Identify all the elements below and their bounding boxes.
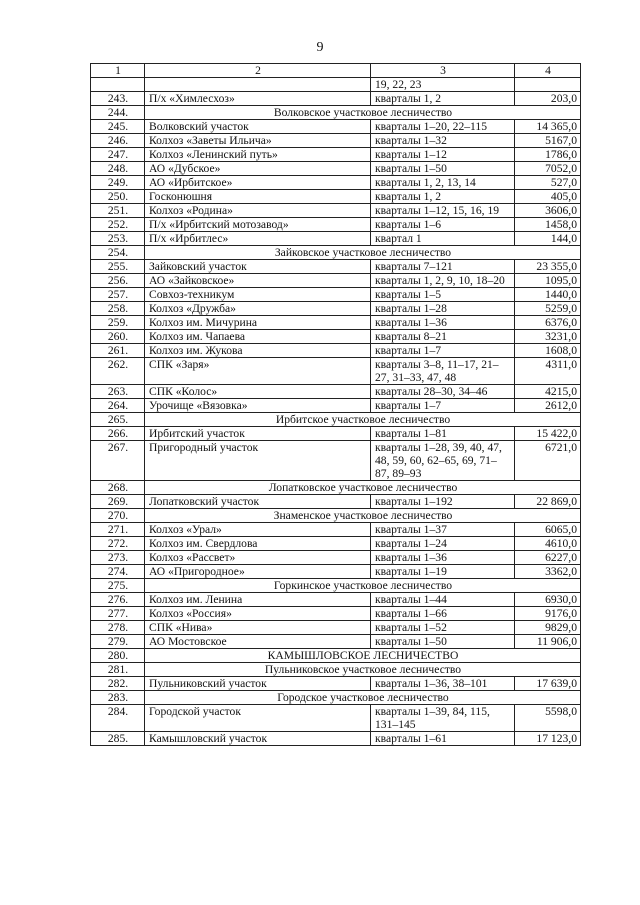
holder-name: Урочище «Вязовка» bbox=[145, 399, 371, 413]
quarters: кварталы 1, 2, 9, 10, 18–20 bbox=[371, 274, 515, 288]
quarters: 19, 22, 23 bbox=[371, 78, 515, 92]
row-number: 278. bbox=[91, 621, 145, 635]
table-row bbox=[91, 607, 581, 621]
row-number: 262. bbox=[91, 358, 145, 385]
row-number: 264. bbox=[91, 399, 145, 413]
section-title: Зайковское участковое лесничество bbox=[145, 246, 581, 260]
section-title: Городское участковое лесничество bbox=[145, 691, 581, 705]
table-row bbox=[91, 302, 581, 316]
table-row bbox=[91, 358, 581, 385]
row-number: 248. bbox=[91, 162, 145, 176]
quarters: кварталы 1–28 bbox=[371, 302, 515, 316]
area-value: 5598,0 bbox=[515, 705, 581, 732]
area-value: 4610,0 bbox=[515, 537, 581, 551]
row-number: 261. bbox=[91, 344, 145, 358]
holder-name: Пульниковский участок bbox=[145, 677, 371, 691]
row-number: 266. bbox=[91, 427, 145, 441]
table-row bbox=[91, 260, 581, 274]
section-row bbox=[91, 106, 581, 120]
table-row bbox=[91, 134, 581, 148]
section-row bbox=[91, 691, 581, 705]
holder-name: Городской участок bbox=[145, 705, 371, 732]
table-row bbox=[91, 218, 581, 232]
area-value: 6930,0 bbox=[515, 593, 581, 607]
holder-name: Колхоз им. Мичурина bbox=[145, 316, 371, 330]
row-number: 243. bbox=[91, 92, 145, 106]
area-value: 17 123,0 bbox=[515, 732, 581, 746]
area-value: 1440,0 bbox=[515, 288, 581, 302]
holder-name: Ирбитский участок bbox=[145, 427, 371, 441]
area-value: 3362,0 bbox=[515, 565, 581, 579]
holder-name: Колхоз им. Чапаева bbox=[145, 330, 371, 344]
area-value: 6721,0 bbox=[515, 441, 581, 481]
row-number: 274. bbox=[91, 565, 145, 579]
row-number bbox=[91, 78, 145, 92]
holder-name: П/х «Химлесхоз» bbox=[145, 92, 371, 106]
holder-name: АО «Зайковское» bbox=[145, 274, 371, 288]
area-value: 1786,0 bbox=[515, 148, 581, 162]
table-row bbox=[91, 441, 581, 481]
table-row bbox=[91, 176, 581, 190]
quarters: квартал 1 bbox=[371, 232, 515, 246]
area-value: 6376,0 bbox=[515, 316, 581, 330]
holder-name: Пригородный участок bbox=[145, 441, 371, 481]
area-value: 2612,0 bbox=[515, 399, 581, 413]
table-row bbox=[91, 621, 581, 635]
row-number: 251. bbox=[91, 204, 145, 218]
row-number: 245. bbox=[91, 120, 145, 134]
table-row bbox=[91, 427, 581, 441]
quarters: кварталы 1–28, 39, 40, 47, 48, 59, 60, 62–65, 69, 71–87, 89–93 bbox=[371, 441, 515, 481]
quarters: кварталы 1–66 bbox=[371, 607, 515, 621]
holder-name: СПК «Колос» bbox=[145, 385, 371, 399]
row-number: 255. bbox=[91, 260, 145, 274]
section-row bbox=[91, 663, 581, 677]
quarters: кварталы 8–21 bbox=[371, 330, 515, 344]
row-number: 273. bbox=[91, 551, 145, 565]
holder-name bbox=[145, 78, 371, 92]
quarters: кварталы 3–8, 11–17, 21–27, 31–33, 47, 48 bbox=[371, 358, 515, 385]
row-number: 270. bbox=[91, 509, 145, 523]
row-number: 271. bbox=[91, 523, 145, 537]
quarters: кварталы 1–7 bbox=[371, 399, 515, 413]
row-number: 247. bbox=[91, 148, 145, 162]
holder-name: АО «Дубское» bbox=[145, 162, 371, 176]
table-row bbox=[91, 344, 581, 358]
row-number: 279. bbox=[91, 635, 145, 649]
table-row bbox=[91, 705, 581, 732]
table-row bbox=[91, 316, 581, 330]
area-value: 23 355,0 bbox=[515, 260, 581, 274]
table-row bbox=[91, 78, 581, 92]
area-value: 1608,0 bbox=[515, 344, 581, 358]
area-value: 14 365,0 bbox=[515, 120, 581, 134]
table-row bbox=[91, 537, 581, 551]
table-row bbox=[91, 732, 581, 746]
quarters: кварталы 1–36, 38–101 bbox=[371, 677, 515, 691]
area-value: 9176,0 bbox=[515, 607, 581, 621]
row-number: 250. bbox=[91, 190, 145, 204]
table-row bbox=[91, 204, 581, 218]
holder-name: Колхоз «Дружба» bbox=[145, 302, 371, 316]
page-number: 9 bbox=[316, 40, 324, 55]
quarters: кварталы 1–36 bbox=[371, 316, 515, 330]
quarters: кварталы 1–5 bbox=[371, 288, 515, 302]
row-number: 268. bbox=[91, 481, 145, 495]
quarters: кварталы 1–19 bbox=[371, 565, 515, 579]
area-value: 1458,0 bbox=[515, 218, 581, 232]
quarters: кварталы 1–192 bbox=[371, 495, 515, 509]
holder-name: Колхоз им. Жукова bbox=[145, 344, 371, 358]
holder-name: П/х «Ирбитский мотозавод» bbox=[145, 218, 371, 232]
holder-name: АО «Ирбитское» bbox=[145, 176, 371, 190]
table-row bbox=[91, 399, 581, 413]
row-number: 281. bbox=[91, 663, 145, 677]
holder-name: Совхоз-техникум bbox=[145, 288, 371, 302]
quarters: кварталы 7–121 bbox=[371, 260, 515, 274]
quarters: кварталы 1–52 bbox=[371, 621, 515, 635]
row-number: 282. bbox=[91, 677, 145, 691]
quarters: кварталы 1–32 bbox=[371, 134, 515, 148]
column-header: 4 bbox=[515, 64, 581, 78]
area-value: 22 869,0 bbox=[515, 495, 581, 509]
table-row bbox=[91, 551, 581, 565]
row-number: 260. bbox=[91, 330, 145, 344]
row-number: 254. bbox=[91, 246, 145, 260]
area-value: 405,0 bbox=[515, 190, 581, 204]
table-row bbox=[91, 162, 581, 176]
table-row bbox=[91, 635, 581, 649]
table-row bbox=[91, 523, 581, 537]
row-number: 259. bbox=[91, 316, 145, 330]
row-number: 246. bbox=[91, 134, 145, 148]
quarters: кварталы 1, 2 bbox=[371, 92, 515, 106]
holder-name: Колхоз «Россия» bbox=[145, 607, 371, 621]
table-row bbox=[91, 288, 581, 302]
quarters: кварталы 1, 2, 13, 14 bbox=[371, 176, 515, 190]
row-number: 249. bbox=[91, 176, 145, 190]
quarters: кварталы 1–44 bbox=[371, 593, 515, 607]
section-row bbox=[91, 509, 581, 523]
holder-name: Колхоз «Родина» bbox=[145, 204, 371, 218]
table-row bbox=[91, 593, 581, 607]
header-row bbox=[91, 64, 581, 78]
row-number: 269. bbox=[91, 495, 145, 509]
area-value: 6227,0 bbox=[515, 551, 581, 565]
table-row bbox=[91, 274, 581, 288]
area-value: 1095,0 bbox=[515, 274, 581, 288]
quarters: кварталы 1–81 bbox=[371, 427, 515, 441]
quarters: кварталы 1–6 bbox=[371, 218, 515, 232]
quarters: кварталы 1–61 bbox=[371, 732, 515, 746]
table-row bbox=[91, 330, 581, 344]
holder-name: СПК «Заря» bbox=[145, 358, 371, 385]
area-value: 15 422,0 bbox=[515, 427, 581, 441]
area-value: 4215,0 bbox=[515, 385, 581, 399]
area-value: 11 906,0 bbox=[515, 635, 581, 649]
table-row bbox=[91, 495, 581, 509]
area-value: 9829,0 bbox=[515, 621, 581, 635]
row-number: 256. bbox=[91, 274, 145, 288]
holder-name: Камышловский участок bbox=[145, 732, 371, 746]
quarters: кварталы 1–12 bbox=[371, 148, 515, 162]
table-body bbox=[91, 64, 581, 746]
section-row bbox=[91, 246, 581, 260]
row-number: 253. bbox=[91, 232, 145, 246]
holder-name: СПК «Нива» bbox=[145, 621, 371, 635]
row-number: 285. bbox=[91, 732, 145, 746]
quarters: кварталы 28–30, 34–46 bbox=[371, 385, 515, 399]
holder-name: Госконюшня bbox=[145, 190, 371, 204]
holder-name: Колхоз им. Ленина bbox=[145, 593, 371, 607]
quarters: кварталы 1–37 bbox=[371, 523, 515, 537]
area-value bbox=[515, 78, 581, 92]
area-value: 144,0 bbox=[515, 232, 581, 246]
quarters: кварталы 1–24 bbox=[371, 537, 515, 551]
holder-name: Колхоз «Ленинский путь» bbox=[145, 148, 371, 162]
section-row bbox=[91, 413, 581, 427]
holder-name: Волковский участок bbox=[145, 120, 371, 134]
row-number: 277. bbox=[91, 607, 145, 621]
row-number: 263. bbox=[91, 385, 145, 399]
row-number: 252. bbox=[91, 218, 145, 232]
row-number: 276. bbox=[91, 593, 145, 607]
area-value: 527,0 bbox=[515, 176, 581, 190]
column-header: 1 bbox=[91, 64, 145, 78]
row-number: 275. bbox=[91, 579, 145, 593]
section-title: Знаменское участковое лесничество bbox=[145, 509, 581, 523]
quarters: кварталы 1–7 bbox=[371, 344, 515, 358]
holder-name: Колхоз «Заветы Ильича» bbox=[145, 134, 371, 148]
quarters: кварталы 1–50 bbox=[371, 162, 515, 176]
section-row bbox=[91, 481, 581, 495]
section-title: Ирбитское участковое лесничество bbox=[145, 413, 581, 427]
holder-name: АО Мостовское bbox=[145, 635, 371, 649]
area-value: 3231,0 bbox=[515, 330, 581, 344]
quarters: кварталы 1–20, 22–115 bbox=[371, 120, 515, 134]
area-value: 203,0 bbox=[515, 92, 581, 106]
area-value: 17 639,0 bbox=[515, 677, 581, 691]
table-row bbox=[91, 148, 581, 162]
holder-name: АО «Пригородное» bbox=[145, 565, 371, 579]
row-number: 284. bbox=[91, 705, 145, 732]
column-header: 2 bbox=[145, 64, 371, 78]
quarters: кварталы 1–12, 15, 16, 19 bbox=[371, 204, 515, 218]
quarters: кварталы 1–39, 84, 115, 131–145 bbox=[371, 705, 515, 732]
table-row bbox=[91, 232, 581, 246]
section-title: Волковское участковое лесничество bbox=[145, 106, 581, 120]
section-title: Пульниковское участковое лесничество bbox=[145, 663, 581, 677]
quarters: кварталы 1, 2 bbox=[371, 190, 515, 204]
row-number: 267. bbox=[91, 441, 145, 481]
holder-name: Колхоз им. Свердлова bbox=[145, 537, 371, 551]
area-value: 6065,0 bbox=[515, 523, 581, 537]
row-number: 258. bbox=[91, 302, 145, 316]
holder-name: Лопатковский участок bbox=[145, 495, 371, 509]
row-number: 272. bbox=[91, 537, 145, 551]
area-value: 3606,0 bbox=[515, 204, 581, 218]
table-row bbox=[91, 190, 581, 204]
quarters: кварталы 1–36 bbox=[371, 551, 515, 565]
holder-name: Зайковский участок bbox=[145, 260, 371, 274]
section-title: КАМЫШЛОВСКОЕ ЛЕСНИЧЕСТВО bbox=[145, 649, 581, 663]
holder-name: П/х «Ирбитлес» bbox=[145, 232, 371, 246]
table-row bbox=[91, 565, 581, 579]
table-row bbox=[91, 677, 581, 691]
area-value: 4311,0 bbox=[515, 358, 581, 385]
forest-allocation-table bbox=[90, 63, 581, 746]
area-value: 7052,0 bbox=[515, 162, 581, 176]
table-row bbox=[91, 385, 581, 399]
area-value: 5259,0 bbox=[515, 302, 581, 316]
row-number: 280. bbox=[91, 649, 145, 663]
section-title: Горкинское участковое лесничество bbox=[145, 579, 581, 593]
area-value: 5167,0 bbox=[515, 134, 581, 148]
column-header: 3 bbox=[371, 64, 515, 78]
row-number: 244. bbox=[91, 106, 145, 120]
row-number: 265. bbox=[91, 413, 145, 427]
row-number: 257. bbox=[91, 288, 145, 302]
holder-name: Колхоз «Урал» bbox=[145, 523, 371, 537]
table-row bbox=[91, 92, 581, 106]
section-row bbox=[91, 649, 581, 663]
row-number: 283. bbox=[91, 691, 145, 705]
quarters: кварталы 1–50 bbox=[371, 635, 515, 649]
section-row bbox=[91, 579, 581, 593]
holder-name: Колхоз «Рассвет» bbox=[145, 551, 371, 565]
section-title: Лопатковское участковое лесничество bbox=[145, 481, 581, 495]
table-row bbox=[91, 120, 581, 134]
